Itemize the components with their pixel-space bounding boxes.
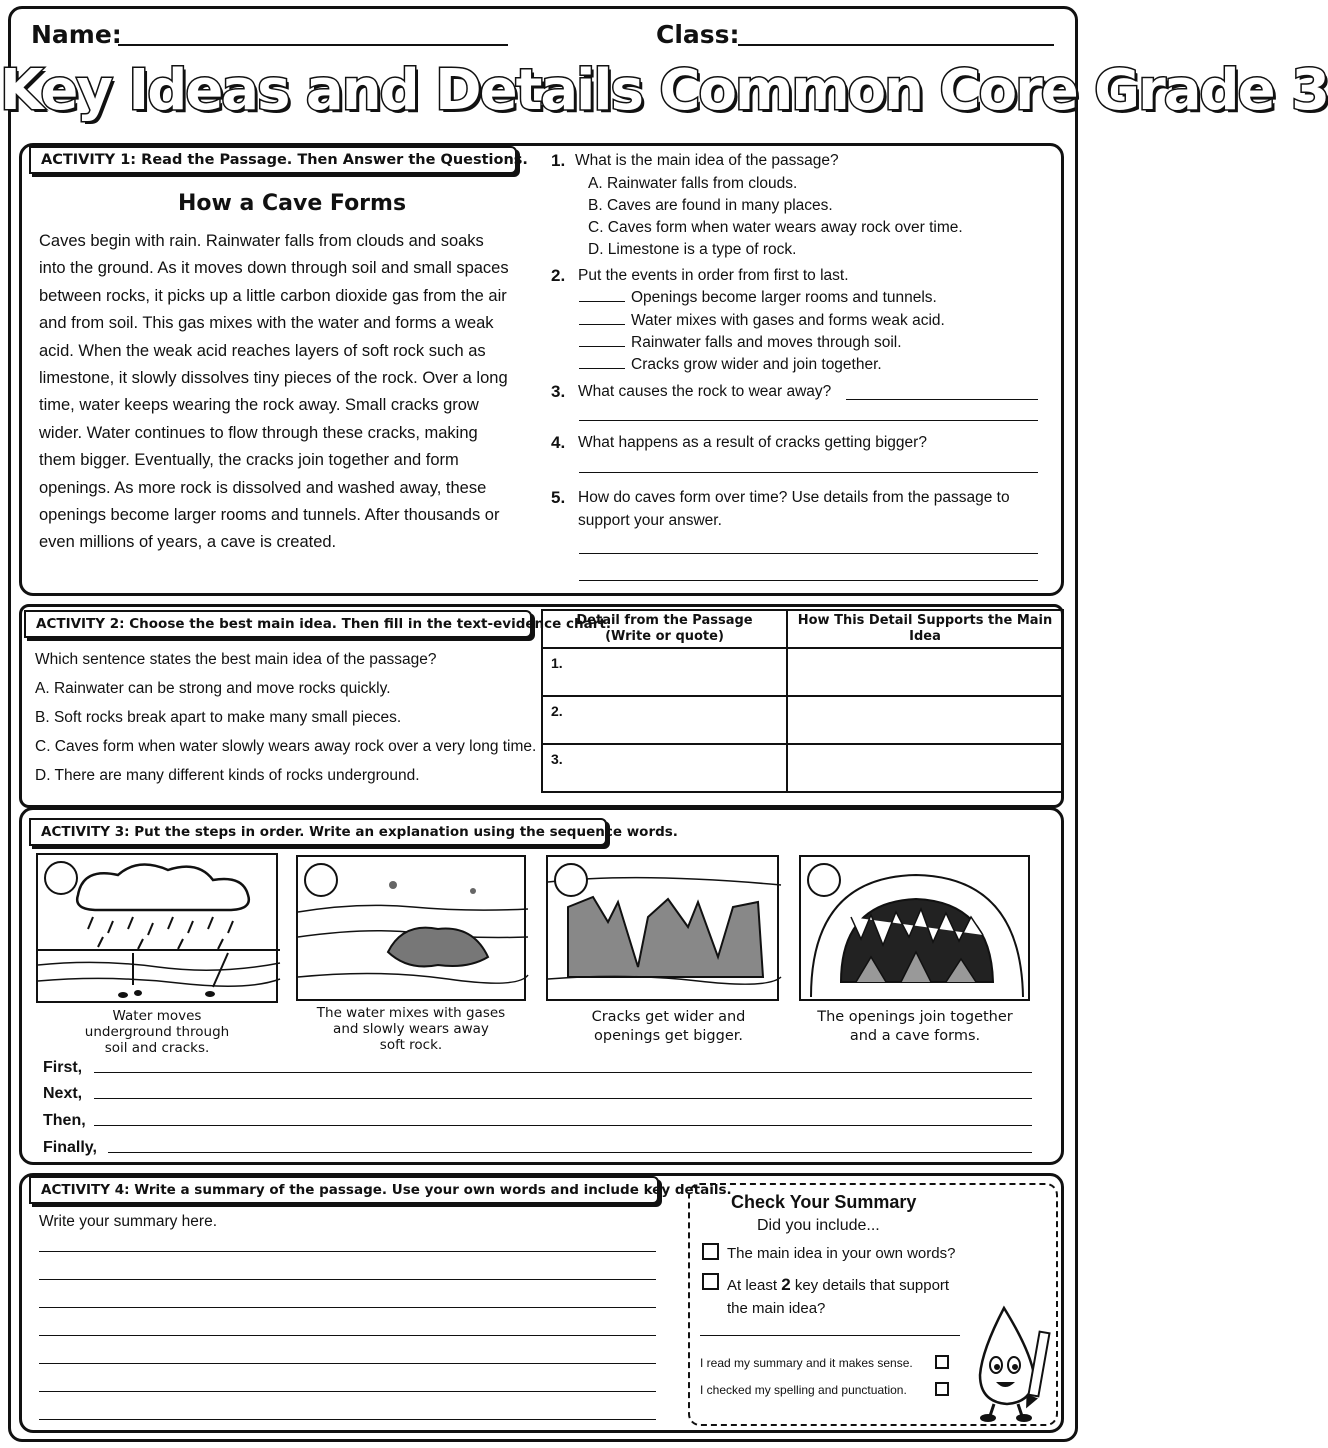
caption-line: Cracks get wider and — [591, 1009, 746, 1025]
class-field[interactable] — [738, 44, 1054, 46]
activity1-tag-text: Read the Passage. Then Answer the Questions. — [141, 152, 528, 168]
q5-number: 5. — [551, 488, 566, 507]
activity2-option-c[interactable]: C. Caves form when water slowly wears away rock over a very long time. — [35, 738, 537, 755]
checkbox-key-details[interactable] — [702, 1273, 719, 1290]
q2-event-text: Openings become larger rooms and tunnels. — [631, 289, 937, 306]
q4-answer-line[interactable] — [579, 472, 1038, 473]
check-divider — [700, 1335, 960, 1336]
step-caption-2 — [296, 1005, 526, 1054]
activity2-question: Which sentence states the best main idea of the passage? — [35, 651, 437, 668]
passage-title: How a Cave Forms — [178, 191, 407, 216]
summary-line[interactable] — [39, 1307, 656, 1308]
step-caption-1 — [36, 1008, 278, 1057]
sequence-then-label: Then, — [43, 1112, 86, 1129]
caption-line: underground through — [84, 1024, 230, 1041]
sequence-next-line[interactable] — [94, 1098, 1032, 1099]
q1-option-c[interactable]: C. Caves form when water wears away rock over time. — [588, 219, 963, 236]
check-item-text: key details that support — [790, 1277, 950, 1294]
order-circle[interactable] — [304, 863, 338, 897]
evidence-chart — [541, 609, 1064, 793]
step-picture-cave — [799, 855, 1030, 1001]
summary-line[interactable] — [39, 1391, 656, 1392]
q5-text-cont: support your answer. — [578, 512, 722, 529]
q4-number: 4. — [551, 433, 566, 452]
q1-text: What is the main idea of the passage? — [575, 152, 839, 169]
activity3-tag-text: Put the steps in order. Write an explanation using the sequence words. — [134, 824, 678, 840]
sequence-finally-label: Finally, — [43, 1139, 97, 1156]
q4-text: What happens as a result of cracks getting bigger? — [578, 434, 927, 451]
q2-event — [579, 357, 882, 373]
activity2-option-a[interactable]: A. Rainwater can be strong and move rocks quickly. — [35, 680, 391, 697]
step-picture-rock — [296, 855, 526, 1001]
q1-option-d[interactable]: D. Limestone is a type of rock. — [588, 241, 797, 258]
evidence-cell[interactable]: 2. — [542, 696, 787, 744]
caption-line: and slowly wears away — [333, 1021, 489, 1038]
q2-event-text: Rainwater falls and moves through soil. — [631, 334, 902, 351]
q3-answer-line[interactable] — [846, 399, 1038, 400]
q2-event — [579, 313, 945, 329]
order-blank[interactable] — [579, 324, 625, 325]
q1-number: 1. — [551, 151, 566, 170]
activity1-tag — [29, 146, 528, 174]
order-blank[interactable] — [579, 301, 625, 302]
passage-text: Caves begin with rain. Rainwater falls from clouds and soaks into the ground. As it moves down through soil and small spaces between rocks, it picks up a little carbon dioxide gas from the air and from soil. This gas mixes with the water and forms a weak acid. When the weak acid reaches layers of soft rock such as limestone, it slowly dissolves tiny pieces of the rock. Over a long time, water keeps wearing the rock away. Small cracks grow wider. Water continues to flow through these cracks, making them bigger. Eventually, the cracks join together and form openings. As more rock is dissolved and washed away, these openings become larger rooms and tunnels. After thousands or even millions of years, a cave is created. — [39, 232, 509, 552]
summary-line[interactable] — [39, 1251, 656, 1252]
q5-text: How do caves form over time? Use details from the passage to — [578, 489, 1010, 506]
check-item-text: At least — [727, 1277, 782, 1294]
sequence-first-line[interactable] — [94, 1072, 1032, 1073]
q1-option-b[interactable]: B. Caves are found in many places. — [588, 197, 833, 214]
q2-event-text: Cracks grow wider and join together. — [631, 356, 882, 373]
caption-line: Water moves — [112, 1008, 202, 1024]
self-check-spelling: I checked my spelling and punctuation. — [700, 1383, 907, 1397]
q2-event — [579, 290, 937, 306]
check-item-main-idea: The main idea in your own words? — [727, 1245, 956, 1262]
evidence-cell[interactable]: 1. — [542, 648, 787, 696]
table-row — [542, 696, 1063, 744]
activity3-tag — [29, 818, 678, 846]
checkbox-main-idea[interactable] — [702, 1243, 719, 1260]
check-item-number: 2 — [781, 1275, 791, 1294]
q2-number: 2. — [551, 266, 566, 285]
caption-line: The openings join together — [817, 1009, 1013, 1025]
q3-number: 3. — [551, 382, 566, 401]
q2-event — [579, 335, 902, 351]
summary-line[interactable] — [39, 1279, 656, 1280]
summary-line[interactable] — [39, 1419, 656, 1420]
water-drop-mascot — [972, 1300, 1058, 1424]
evidence-col-support: How This Detail Supports the Main Idea — [787, 610, 1063, 648]
q2-event-text: Water mixes with gases and forms weak acid. — [631, 312, 945, 329]
check-title: Check Your Summary — [731, 1192, 917, 1212]
checkbox-spelling[interactable] — [935, 1382, 949, 1396]
check-subtitle: Did you include... — [757, 1217, 880, 1234]
q3-answer-line[interactable] — [579, 420, 1038, 421]
evidence-col-detail — [542, 610, 787, 648]
step-caption-3 — [546, 1008, 791, 1046]
order-blank[interactable] — [579, 368, 625, 369]
summary-line[interactable] — [39, 1335, 656, 1336]
order-circle[interactable] — [44, 861, 78, 895]
q1-option-a[interactable]: A. Rainwater falls from clouds. — [588, 175, 798, 192]
table-row — [542, 744, 1063, 792]
name-label: Name: — [31, 20, 122, 49]
step-picture-rain — [36, 853, 278, 1003]
summary-prompt: Write your summary here. — [39, 1213, 218, 1230]
name-field[interactable] — [118, 44, 508, 46]
sequence-next-label: Next, — [43, 1085, 83, 1102]
activity2-tag-text: Choose the best main idea. Then fill in the text-evidence chart. — [129, 616, 611, 632]
self-check-read: I read my summary and it makes sense. — [700, 1356, 913, 1370]
activity1-tag-label: ACTIVITY 1: — [41, 152, 137, 168]
order-circle[interactable] — [554, 863, 588, 897]
order-circle[interactable] — [807, 863, 841, 897]
caption-line: soil and cracks. — [104, 1040, 210, 1057]
step-picture-cracks — [546, 855, 779, 1001]
support-cell[interactable] — [787, 648, 1063, 696]
table-row — [542, 648, 1063, 696]
activity2-option-b[interactable]: B. Soft rocks break apart to make many small pieces. — [35, 709, 402, 726]
support-cell[interactable] — [787, 696, 1063, 744]
check-item-key-details — [727, 1276, 949, 1293]
sequence-finally-line[interactable] — [108, 1152, 1032, 1153]
worksheet-title: Key Ideas and Details Common Core Grade 3 — [0, 58, 1328, 123]
caption-line: soft rock. — [379, 1037, 443, 1054]
check-item-key-details-cont: the main idea? — [727, 1300, 826, 1317]
q5-answer-line[interactable] — [579, 553, 1038, 554]
evidence-chart-header — [542, 610, 1063, 648]
activity4-tag-text: Write a summary of the passage. Use your own words and include key details. — [134, 1182, 732, 1198]
q5-answer-line[interactable] — [579, 580, 1038, 581]
activity2-tag-label: ACTIVITY 2: — [36, 616, 125, 632]
support-cell[interactable] — [787, 744, 1063, 792]
caption-line: openings get bigger. — [594, 1027, 743, 1044]
step-caption-4 — [795, 1008, 1035, 1046]
activity3-tag-label: ACTIVITY 3: — [41, 824, 130, 840]
activity2-tag — [24, 610, 611, 638]
checkbox-read[interactable] — [935, 1355, 949, 1369]
q2-text: Put the events in order from first to last. — [578, 267, 849, 284]
activity4-tag-label: ACTIVITY 4: — [41, 1182, 130, 1198]
class-label: Class: — [656, 20, 740, 49]
evidence-col-detail-sub: (Write or quote) — [605, 629, 724, 644]
sequence-then-line[interactable] — [94, 1125, 1032, 1126]
caption-line: and a cave forms. — [849, 1027, 981, 1044]
evidence-col-detail-title: Detail from the Passage — [576, 613, 753, 629]
sequence-first-label: First, — [43, 1059, 83, 1076]
order-blank[interactable] — [579, 346, 625, 347]
activity2-option-d[interactable]: D. There are many different kinds of rocks underground. — [35, 767, 420, 784]
caption-line: The water mixes with gases — [316, 1005, 506, 1021]
activity4-tag — [29, 1176, 732, 1204]
q3-text: What causes the rock to wear away? — [578, 383, 832, 400]
summary-line[interactable] — [39, 1363, 656, 1364]
evidence-cell[interactable]: 3. — [542, 744, 787, 792]
